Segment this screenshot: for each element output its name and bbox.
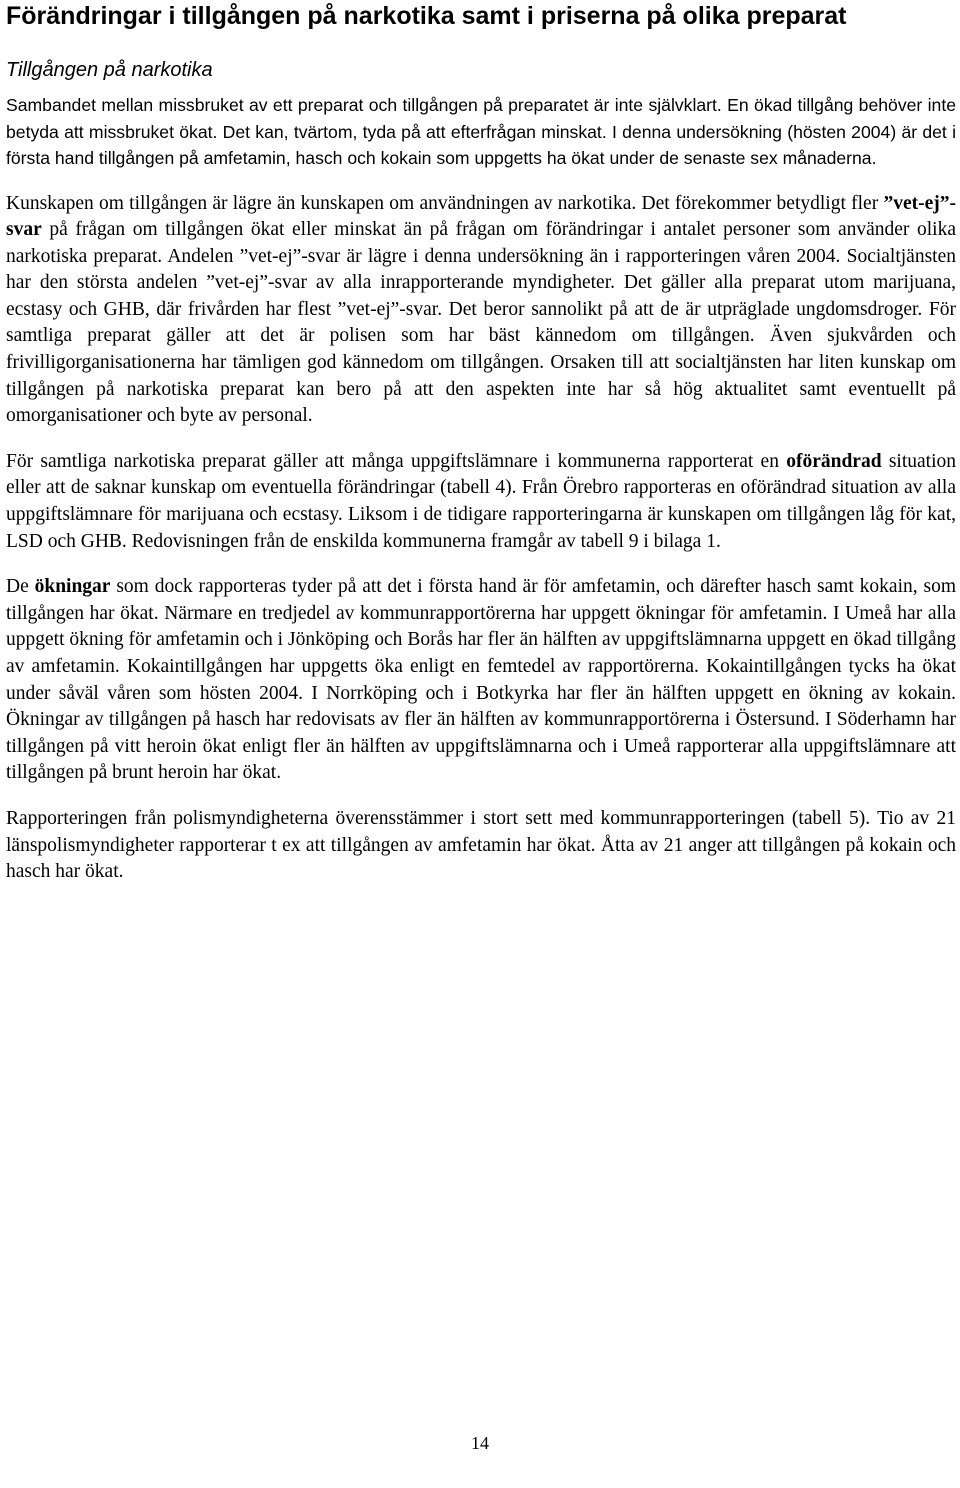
- text-segment: De: [6, 576, 35, 598]
- page-content: [6, 0, 956, 886]
- paragraph-increases: [6, 574, 956, 787]
- text-segment: Sambandet mellan missbruket av ett preparat och tillgången på preparatet är inte självklart. En ökad tillgång behöver inte betyda att missbruket ökat. Det kan, tvärtom, tyda på att efterfrågan minskat. I denna undersökning (hösten 2004) är det i första hand tillgången på amfetamin, hasch och kokain som uppgetts ha ökat under de senaste sex månaderna.: [6, 95, 956, 168]
- paragraph-knowledge: [6, 191, 956, 430]
- text-segment: på frågan om tillgången ökat eller minskat än på frågan om förändringar i antalet personer som använder olika narkotiska preparat. Andelen ”vet-ej”-svar är lägre i denna undersökning än i rapporteringen våren 2004. Socialtjänsten har den största andelen ”vet-ej”-svar av alla inrapporterande myndigheter. Det gäller alla preparat utom marijuana, ecstasy och GHB, där frivården har flest ”vet-ej”-svar. Det beror sannolikt på att de är utpräglade ungdomsdroger. För samtliga preparat gäller att det är polisen som har bäst kännedom om tillgången. Även sjukvården och frivilligorganisationerna har tämligen god kännedom om tillgången. Orsaken till att socialtjänsten har liten kunskap om tillgången på narkotiska preparat kan bero på att den aspekten inte har så hög aktualitet samt eventuellt på omorganisationer och byte av personal.: [6, 219, 956, 427]
- paragraph-unchanged: [6, 449, 956, 555]
- text-segment: För samtliga narkotiska preparat gäller att många uppgiftslämnare i kommunerna rapporterat en: [6, 450, 787, 472]
- page-title: Förändringar i tillgången på narkotika samt i priserna på olika preparat: [6, 2, 847, 30]
- paragraph-police: [6, 806, 956, 886]
- bold-term: ökningar: [34, 576, 111, 598]
- text-segment: Kunskapen om tillgången är lägre än kunskapen om användningen av narkotika. Det förekommer betydligt fler: [6, 192, 884, 214]
- bold-term: oförändrad: [786, 450, 882, 472]
- page-number: 14: [471, 1433, 489, 1453]
- text-segment: situation eller att de saknar kunskap om eventuella förändringar (tabell 4). Från Örebro rapporteras en oförändrad situation av alla uppgiftslämnare för marijuana och ecstasy. Liksom i de tidigare rapporteringarna är kunskapen om tillgången låg för kat, LSD och GHB. Redovisningen från de enskilda kommunerna framgår av tabell 9 i bilaga 1.: [6, 450, 956, 552]
- text-segment: Rapporteringen från polismyndigheterna överensstämmer i stort sett med kommunrapporteringen (tabell 5). Tio av 21 länspolismyndigheter rapporterar t ex att tillgången av amfetamin har ökat. Åtta av 21 anger att tillgången på kokain och hasch har ökat.: [6, 807, 956, 883]
- bold-term: ”vet-ej”-svar: [6, 192, 956, 241]
- text-segment: som dock rapporteras tyder på att det i första hand är för amfetamin, och därefter hasch samt kokain, som tillgången har ökat. Närmare en tredjedel av kommunrapportörerna har uppgett ökningar för amfetamin. I Umeå har alla uppgett ökning för amfetamin och i Jönköping och Borås har fler än hälften av uppgiftslämnarna uppgett en ökad tillgång av amfetamin. Kokaintillgången har uppgetts öka enligt en femtedel av rapportörerna. Kokaintillgången tycks ha ökat under såväl våren som hösten 2004. I Norrköping och i Botkyrka har fler än hälften uppgett en ökning av kokain. Ökningar av tillgången på hasch har redovisats av fler än hälften av kommunrapportörerna i Östersund. I Söderhamn har tillgången på vitt heroin ökat enligt fler än hälften av uppgiftslämnarna och i Umeå rapporterar alla uppgiftslämnare att tillgången på brunt heroin har ökat.: [6, 576, 956, 784]
- paragraph-intro: [6, 92, 956, 172]
- section-heading: Tillgången på narkotika: [6, 59, 213, 81]
